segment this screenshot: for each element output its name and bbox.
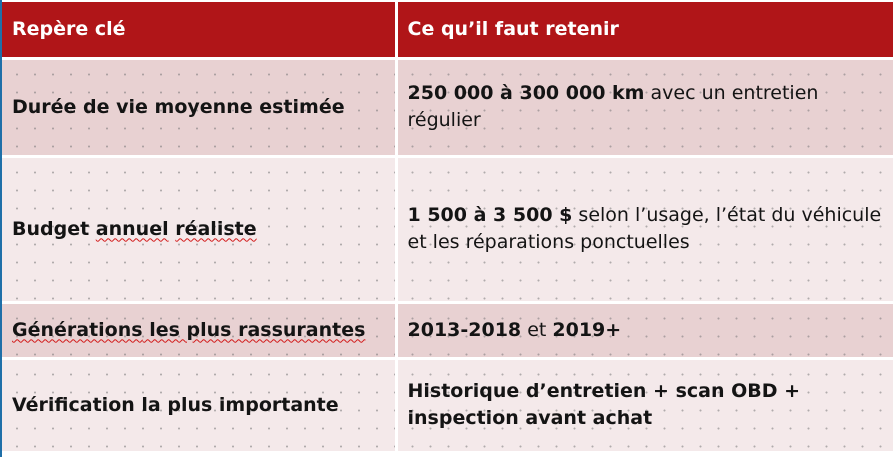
value-emphasis: 250 000 à 300 000 km [407,82,645,104]
value-emphasis: 1 500 à 3 500 $ [407,204,573,226]
value-text: avec un entretien régulier [407,82,819,131]
table-row [2,156,893,302]
spellcheck-word: annuel [95,217,169,240]
row-label-text: Durée de vie moyenne estimée [12,95,345,118]
row-label [2,58,396,156]
value-text: et [521,318,553,341]
row-value [396,58,893,156]
table-row [2,302,893,358]
row-label [2,156,396,302]
value-emphasis: 2013-2018 [407,318,522,341]
value-emphasis: Historique d’entretien + scan OBD + inspection avant achat [407,380,801,429]
row-value [396,156,893,302]
value-text: selon l’usage, l’état du véhicule et les réparations ponctuelles [407,204,882,253]
spellcheck-word: réaliste [175,217,257,240]
row-value [396,358,893,452]
header-col2-text: Ce qu’il faut retenir [407,17,619,40]
table-header-row [2,2,893,58]
header-col-retenir [396,2,893,58]
table-row [2,58,893,156]
header-col1-text: Repère clé [12,17,126,40]
row-label-text: les plus rassurantes [142,318,366,341]
header-col-reperes [2,2,396,58]
row-label [2,302,396,358]
row-label [2,358,396,452]
row-label-text: Budget [12,217,96,240]
table-row [2,358,893,452]
spellcheck-word: Générations [12,318,143,341]
row-label-text: Vérification la plus importante [12,393,339,416]
key-facts-table [2,2,893,454]
row-value [396,302,893,358]
value-emphasis: 2019+ [552,318,622,341]
